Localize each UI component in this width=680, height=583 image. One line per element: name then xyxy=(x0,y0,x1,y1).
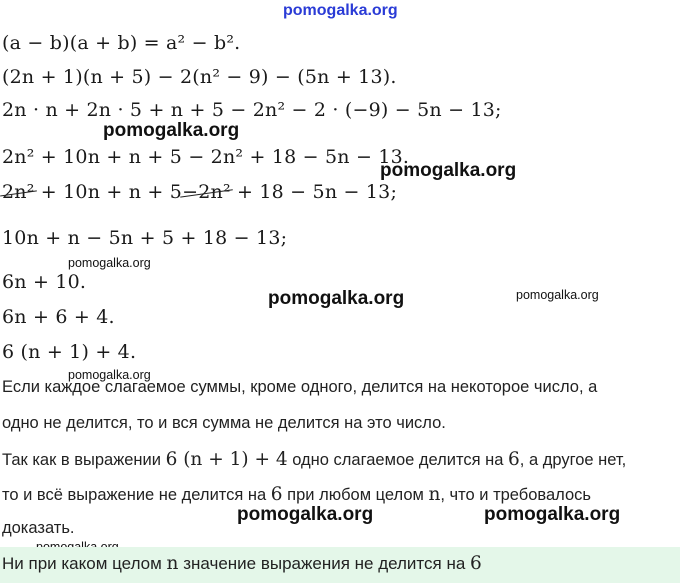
inline-math: 6 xyxy=(508,449,520,470)
expression-step-2: 2n² + 10n + n + 5 − 2n² + 18 − 5n − 13. xyxy=(2,146,410,168)
watermark: pomogalka.org xyxy=(68,256,151,270)
explanation-line-3 xyxy=(2,449,626,470)
text-part: одно слагаемое делится на xyxy=(287,451,508,469)
formula-difference-of-squares: (a − b)(a + b) = a² − b². xyxy=(2,32,241,54)
watermark: pomogalka.org xyxy=(103,120,240,141)
cancelled-term: 2n² xyxy=(2,181,35,203)
text-part: , а другое нет, xyxy=(519,451,627,469)
text-part: то и всё выражение не делится на xyxy=(2,486,271,504)
expression-step-7: 6 (n + 1) + 4. xyxy=(2,341,137,363)
expression-step-3-cancelled xyxy=(2,181,397,203)
inline-math: n xyxy=(166,553,179,574)
expression-step-5: 6n + 10. xyxy=(2,271,87,293)
expression-step-4: 10n + n − 5n + 5 + 18 − 13; xyxy=(2,227,288,249)
watermark: pomogalka.org xyxy=(516,288,599,302)
inline-math: n xyxy=(428,484,441,505)
text-part: при любом целом xyxy=(282,486,429,504)
expression-expanded: 2n · n + 2n · 5 + n + 5 − 2n² − 2 · (−9) − 5n − 13; xyxy=(2,99,502,121)
watermark: pomogalka.org xyxy=(380,160,517,181)
inline-math: 6 (n + 1) + 4 xyxy=(165,449,288,470)
inline-math: 6 xyxy=(270,484,283,505)
inline-math: 6 xyxy=(470,553,482,574)
watermark-top: pomogalka.org xyxy=(283,2,398,19)
expression-original: (2n + 1)(n + 5) − 2(n² − 9) − (5n + 13). xyxy=(2,66,397,88)
watermark: pomogalka.org xyxy=(237,504,374,525)
expression-part: + 10n + n + 5 xyxy=(34,181,183,203)
answer-text xyxy=(2,553,482,574)
text-part: Ни при каком целом xyxy=(2,554,167,573)
watermark: pomogalka.org xyxy=(484,504,621,525)
cancelled-term: −2n² xyxy=(182,181,231,203)
explanation-line-4 xyxy=(2,484,591,505)
explanation-line-5: доказать. xyxy=(2,519,75,537)
watermark: pomogalka.org xyxy=(68,368,151,382)
text-part: Так как в выражении xyxy=(2,451,166,469)
text-part: значение выражения не делится на xyxy=(178,554,471,573)
text-part: , что и требовалось xyxy=(440,486,592,504)
explanation-line-2: одно не делится, то и вся сумма не делится на это число. xyxy=(2,414,446,432)
explanation-line-1: Если каждое слагаемое суммы, кроме одного, делится на некоторое число, а xyxy=(2,378,598,396)
expression-step-6: 6n + 6 + 4. xyxy=(2,306,115,328)
expression-part: + 18 − 5n − 13; xyxy=(230,181,398,203)
answer-box xyxy=(0,547,680,583)
watermark: pomogalka.org xyxy=(268,288,405,309)
